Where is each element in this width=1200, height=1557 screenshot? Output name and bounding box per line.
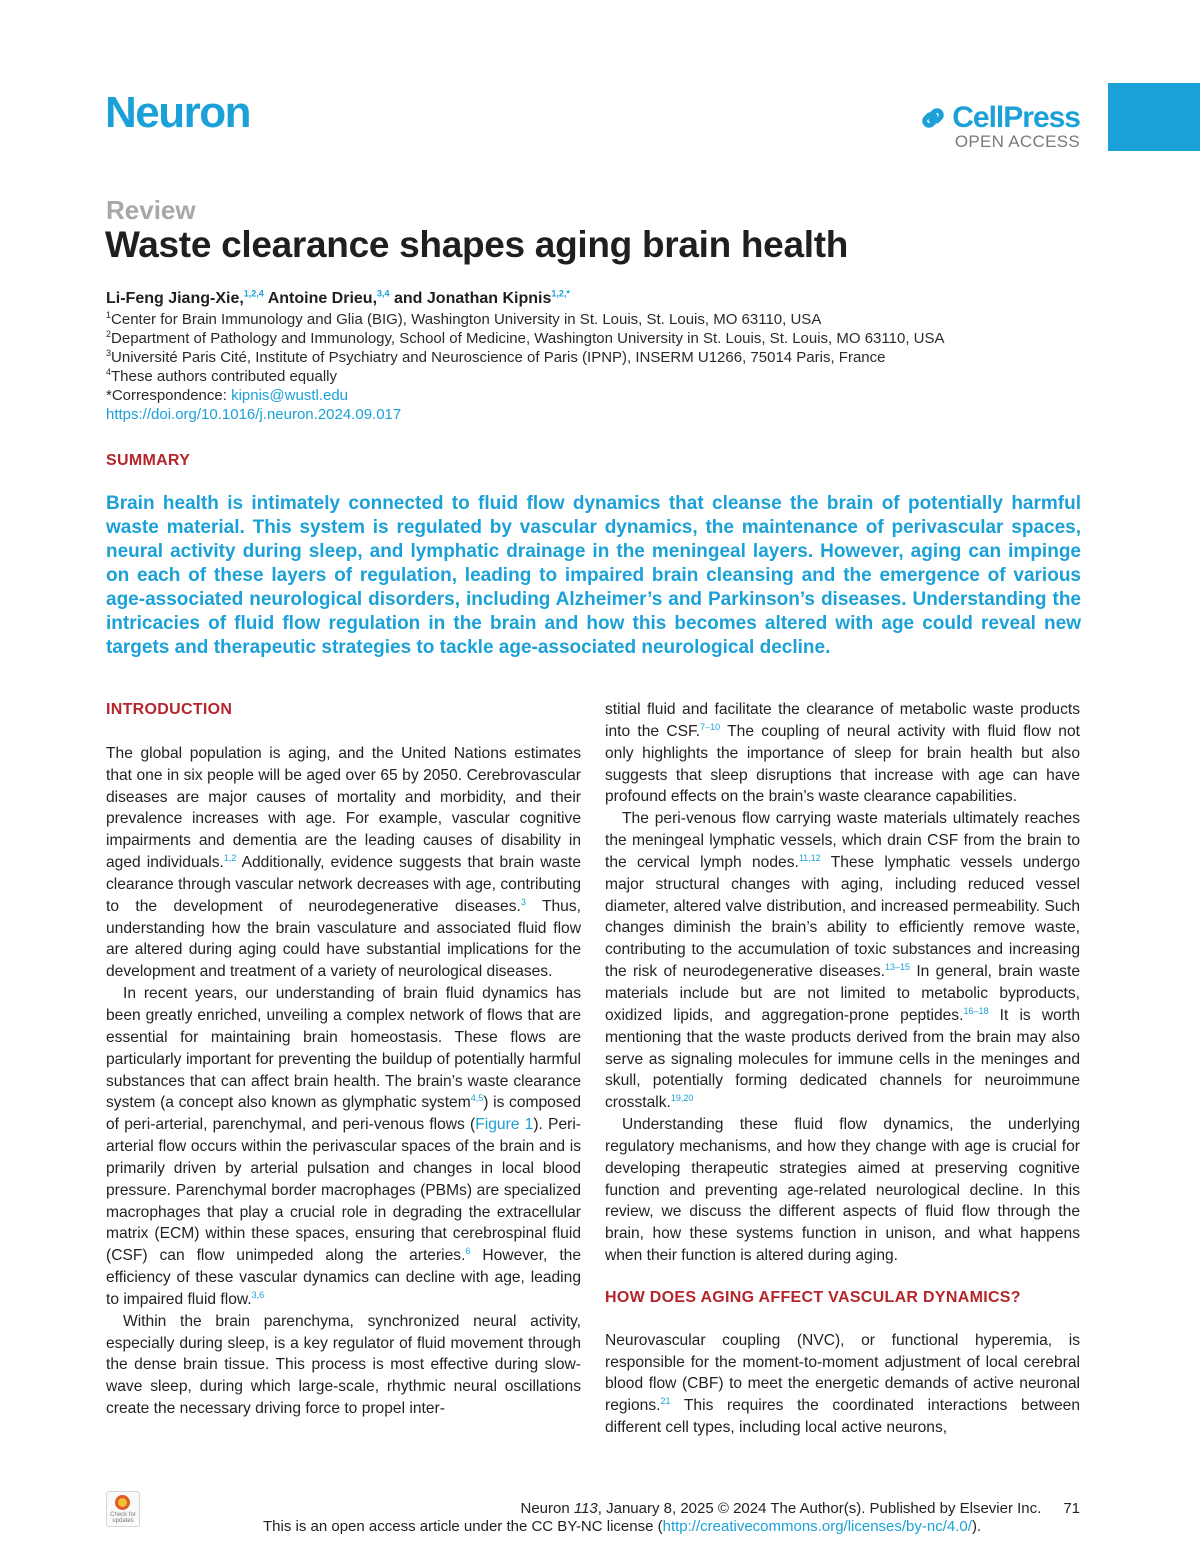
affiliation-mark: 2 <box>106 329 112 339</box>
citation[interactable]: 7–10 <box>700 721 721 732</box>
citation[interactable]: 13–15 <box>885 961 911 972</box>
right-column <box>605 699 1080 1439</box>
correspondence-label: *Correspondence: <box>106 387 232 404</box>
author-name: Li-Feng Jiang-Xie, <box>106 290 244 307</box>
crossmark-icon <box>115 1495 130 1510</box>
author-name: Antoine Drieu, <box>267 290 378 307</box>
affiliation <box>106 348 945 367</box>
citation[interactable]: 16–18 <box>963 1005 989 1016</box>
affiliation <box>106 367 945 386</box>
page-number: 71 <box>1063 1500 1080 1517</box>
author-list <box>106 290 570 308</box>
author-name: and Jonathan Kipnis <box>394 290 552 307</box>
license-link[interactable]: http://creativecommons.org/licenses/by-nc/4.0/ <box>662 1518 972 1535</box>
citation[interactable]: 19,20 <box>670 1093 694 1103</box>
citation[interactable]: 3,6 <box>251 1289 265 1300</box>
license-suffix: ). <box>971 1518 982 1535</box>
affiliation-text: Center for Brain Immunology and Glia (BIG), Washington University in St. Louis, St. Louis, MO 63110, USA <box>111 311 822 328</box>
paragraph: stitial fluid and facilitate the clearance of metabolic waste products into the CSF.$^{7-10}$ The coupling of neural activity with fluid flow not only highlights the importance of sleep for brain health but also suggests that sleep disruptions that increase with age can have profound effects on the brain’s waste clearance capabilities. <box>605 701 1080 806</box>
vascular-dynamics-heading: HOW DOES AGING AFFECT VASCULAR DYNAMICS? <box>605 1288 1021 1306</box>
footer-citation <box>520 1500 1080 1517</box>
article-title: Waste clearance shapes aging brain health <box>105 224 849 265</box>
affiliation-text: These authors contributed equally <box>111 368 337 385</box>
publisher-logo <box>918 101 1080 152</box>
author-affiliation-marks: 1,2,4 <box>243 288 264 299</box>
author-affiliation-marks: 1,2,* <box>551 288 570 299</box>
affiliation-mark: 1 <box>106 310 112 320</box>
author-affiliation-marks: 3,4 <box>377 288 390 299</box>
affiliation-mark: 4 <box>106 367 112 377</box>
doi <box>106 405 945 424</box>
citation-volume: 113 <box>573 1500 598 1517</box>
citation[interactable]: 1,2 <box>223 852 237 863</box>
affiliations <box>106 310 945 424</box>
citation[interactable]: 4,5 <box>470 1093 484 1104</box>
paragraph: The global population is aging, and the United Nations estimates that one in six people will be aged over 65 by 2050. Cerebrovascular diseases are major causes of mortality and morbidity, and their prevalence increases with age. For example, vascular cognitive impairments and dementia are the leading causes of disability in aged individuals.$^{1,2}$ Additionally, evidence suggests that brain waste clearance through vascular network decreases with age, contributing to the development of neurodegenerative diseases.$^3$ Thus, understanding how the brain vasculature and associated fluid flow are altered during aging could have substantial implications for the development and treatment of a variety of neurological diseases. <box>106 744 581 981</box>
affiliation-text: Université Paris Cité, Institute of Psychiatry and Neuroscience of Paris (IPNP), INSERM U1266, 75014 Paris, France <box>111 349 886 366</box>
citation[interactable]: 6 <box>465 1246 471 1257</box>
paragraph: In recent years, our understanding of brain fluid dynamics has been greatly enriched, unveiling a complex network of flows that are essential for maintaining brain homeostasis. These flows are particularly important for preventing the buildup of potentially harmful substances that can affect brain health. The brain’s waste clearance system (a concept also known as glymphatic system$^{4,5}$) is composed of peri-arterial, parenchymal, and peri-venous flows (Figure 1). Peri-arterial flow occurs within the perivascular spaces of the brain and is primarily driven by arterial pulsation and changes in local blood pressure. Parenchymal border macrophages (PBMs) are specialized macrophages that play a crucial role in degrading the extracellular matrix (ECM) within these spaces, ensuring that cerebrospinal fluid (CSF) can flow unimpeded along the arteries.$^6$ However, the efficiency of these vascular dynamics can decline with age, leading to impaired fluid flow.$^{3,6}$ <box>106 985 581 1308</box>
article-type: Review <box>106 195 196 225</box>
summary-text: Brain health is intimately connected to fluid flow dynamics that cleanse the brain of potentially harmful waste material. This system is regulated by vascular dynamics, the maintenance of perivascular spaces, neural activity during sleep, and lymphatic drainage in the meningeal layers. However, aging can impinge on each of these layers of regulation, leading to impaired brain cleansing and the emergence of various age-associated neurological disorders, including Alzheimer’s and Parkinson’s diseases. Understanding the intricacies of fluid flow regulation in the brain and how this becomes altered with age could reveal new targets and therapeutic strategies to tackle age-associated neurological decline. <box>106 493 1081 658</box>
figure-link[interactable]: Figure 1 <box>475 1116 534 1134</box>
citation[interactable]: 3 <box>520 896 526 907</box>
paragraph: Understanding these fluid flow dynamics, the underlying regulatory mechanisms, and how they change with age is crucial for developing therapeutic strategies aimed at preserving cognitive function and preventing age-related neurological decline. In this review, we discuss the different aspects of fluid flow through the brain, how these systems function in unison, and what happens when their function is altered during aging. <box>605 1116 1080 1265</box>
citation-details: , January 8, 2025 © 2024 The Author(s). Published by Elsevier Inc. <box>597 1500 1042 1517</box>
affiliation <box>106 329 945 348</box>
summary-heading: SUMMARY <box>106 452 191 469</box>
check-for-updates-badge[interactable] <box>106 1491 140 1527</box>
corner-color-tab <box>1108 83 1200 151</box>
correspondence <box>106 386 945 405</box>
cellpress-link-icon <box>918 103 948 133</box>
citation[interactable]: 21 <box>660 1396 671 1407</box>
paragraph: The peri-venous flow carrying waste materials ultimately reaches the meningeal lymphatic vessels, which drain CSF from the brain to the cervical lymph nodes.$^{11,12}$ These lymphatic vessels undergo major structural changes with aging, including reduced vessel diameter, altered valve distribution, and increased permeability. Such changes diminish the brain’s ability to efficiently remove waste, contributing to the accumulation of toxic substances and increasing the risk of neurodegenerative diseases.$^{13-15}$ In general, brain waste materials include but are not limited to metabolic byproducts, oxidized lipids, and aggregation-prone peptides.$^{16-18}$ It is worth mentioning that the waste products derived from the brain may also serve as signaling molecules for immune cells in the meninges and skull, potentially forming dedicated channels for neuroimmune crosstalk.$^{19,20}$ <box>605 810 1080 1112</box>
introduction-heading: INTRODUCTION <box>106 701 233 718</box>
paragraph: Neurovascular coupling (NVC), or functional hyperemia, is responsible for the moment-to-moment adjustment of local cerebral blood flow (CBF) to meet the energetic demands of active neuronal regions.$^{21}$ This requires the coordinated interactions between different cell types, including local active neurons, <box>605 1331 1080 1437</box>
affiliation <box>106 310 945 329</box>
affiliation-text: Department of Pathology and Immunology, School of Medicine, Washington University in St. Louis, St. Louis, MO 63110, USA <box>111 330 945 347</box>
citation[interactable]: 11,12 <box>798 852 821 863</box>
crossmark-label: Check for updates <box>110 1512 136 1524</box>
affiliation-mark: 3 <box>106 348 112 358</box>
publisher-name: CellPress <box>952 101 1080 134</box>
license-text: This is an open access article under the CC BY-NC license ( <box>263 1518 663 1535</box>
journal-title: Neuron <box>105 88 250 137</box>
correspondence-email-link[interactable]: kipnis@wustl.edu <box>231 387 349 404</box>
paragraph: Within the brain parenchyma, synchronized neural activity, especially during sleep, is a key regulator of fluid movement through the dense brain tissue. This process is most effective during slow-wave sleep, during which large-scale, rhythmic neural oscillations create the necessary driving force to propel inter- <box>106 1312 581 1418</box>
citation-journal: Neuron <box>520 1500 574 1517</box>
footer-license <box>263 1518 981 1535</box>
doi-link[interactable]: https://doi.org/10.1016/j.neuron.2024.09.017 <box>106 406 402 423</box>
open-access-label: OPEN ACCESS <box>954 132 1080 151</box>
left-column <box>106 699 581 1420</box>
